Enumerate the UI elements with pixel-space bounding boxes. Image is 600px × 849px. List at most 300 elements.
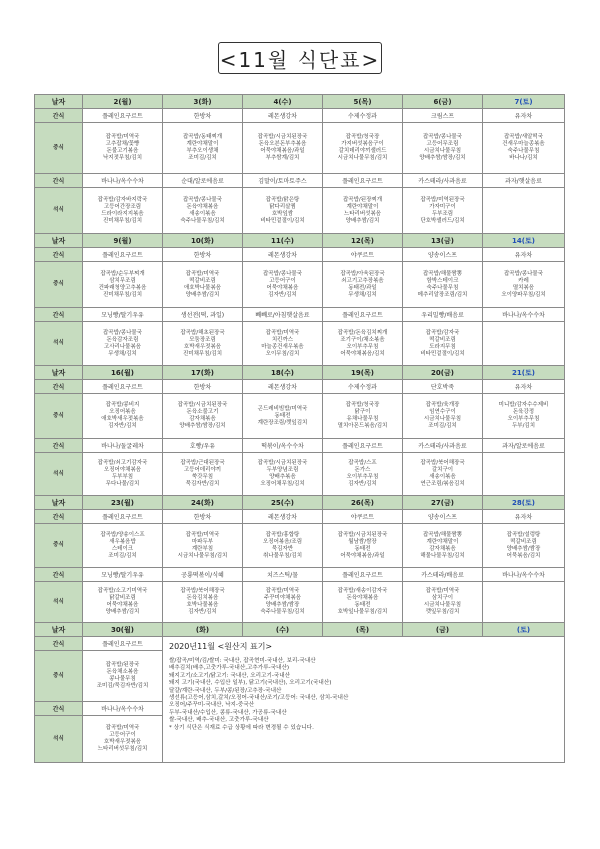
row-label-dinner <box>35 322 83 366</box>
snack-cell-text: 호빵/우유 <box>189 443 216 450</box>
row-label-date-text: 날자 <box>51 97 66 106</box>
lunch-cell <box>243 262 323 308</box>
dinner-row <box>35 453 565 496</box>
dinner-cell-text: 잡곡밥/해초된장국 모둠장조림 호박새우젓볶음 진미채무침/김치 <box>180 329 225 357</box>
row-label-snack-text: 간식 <box>52 178 65 185</box>
dinner-cell <box>83 453 163 496</box>
lunch-cell <box>83 524 163 568</box>
row-label-snack-text: 간식 <box>52 252 65 259</box>
day-header-text: 23(월) <box>111 498 134 507</box>
snack-cell-text: 공룡떡볶이/식혜 <box>181 572 224 579</box>
day-header <box>323 95 403 109</box>
dinner-cell-text: 잡곡밥/미역국 고등어구이 호박새우젓볶음 느타리버섯무침/김치 <box>97 725 148 752</box>
dinner-cell <box>403 582 483 623</box>
row-label-snack-text: 간식 <box>52 113 65 120</box>
dinner-cell-text: 잡곡밥/북어해장국 돈육김치볶음 호박나물볶음 김자반/김치 <box>180 588 225 615</box>
day-header <box>243 95 323 109</box>
dinner-cell-text: 잡곡밥/미역국 삼치구이 시금치나물무침 깻잎무침/김치 <box>423 588 462 615</box>
dinner-cell-text: 잡곡밥/근대된장국 고등어데리야끼 쑥갓무침 묵김자반/김치 <box>180 460 225 487</box>
dinner-cell <box>403 188 483 234</box>
row-label-snack-text: 간식 <box>52 312 65 319</box>
snack-cell <box>243 248 323 262</box>
snack-cell <box>163 174 243 188</box>
row-label-dinner-text: 석식 <box>53 735 64 742</box>
snack-cell <box>163 380 243 394</box>
snack-cell <box>323 308 403 322</box>
day-header <box>83 366 163 380</box>
snack-cell-text: 빼빼로/아침햇살음료 <box>255 312 310 319</box>
snack-cell <box>83 439 163 453</box>
row-label-lunch <box>35 123 83 174</box>
snack-am-row <box>35 109 565 123</box>
dinner-cell-text: 잡곡밥/맑은탕 닭다리살찜 호박잎쌈 비타민겉절이/김치 <box>260 196 305 224</box>
row-label-dinner <box>35 716 83 763</box>
snack-cell-text: 야쿠르트 <box>350 252 375 259</box>
row-label-snack-text: 간식 <box>52 706 65 713</box>
day-header-text: 5(목) <box>353 97 372 106</box>
snack-cell-text: 단호박죽 <box>430 384 455 391</box>
dinner-cell-text: 잡곡밥/된장찌개 계란야채말이 느타리버섯볶음 양배추쌈/김치 <box>342 196 383 224</box>
snack-cell-text: 떡볶이/옥수수차 <box>261 443 304 450</box>
day-header <box>83 95 163 109</box>
snack-cell <box>83 380 163 394</box>
snack-cell <box>483 174 565 188</box>
lunch-cell-text: 잡곡밥/순두부찌개 삼치무조림 건파래청양고추볶음 진미채무침/김치 <box>98 270 147 298</box>
row-label-snack <box>35 568 83 582</box>
lunch-cell-text: 잡곡밥/아욱된장국 쇠고기고추장볶음 동태전/과일 무생채/김치 <box>340 270 385 298</box>
snack-cell-text: 생선전(떡, 과일) <box>180 312 225 319</box>
date-row <box>35 623 565 637</box>
dinner-cell-text: 잡곡밥/콩나물국 돈육감자조림 고사리나물볶음 무생채/김치 <box>102 329 143 357</box>
day-header <box>483 234 565 248</box>
snack-cell <box>323 109 403 123</box>
lunch-cell-text: 잡곡밥/홍합탕 오징어볶음/조림 묵김자반 취나물무침/김치 <box>262 531 303 559</box>
dinner-row <box>35 188 565 234</box>
lunch-cell <box>323 262 403 308</box>
snack-cell-text: 김말이/토마토주스 <box>258 178 307 185</box>
snack-cell <box>403 109 483 123</box>
dinner-cell <box>483 322 565 366</box>
row-label-lunch <box>35 651 83 702</box>
dinner-cell-text: 잡곡밥/새송이감자국 돈육야채볶음 동태전 호박잎나물무침/김치 <box>337 588 388 615</box>
snack-cell <box>83 702 163 716</box>
lunch-cell-text: 잡곡밥/콩비지 오징어볶음 애호박새우젓볶음 김자반/김치 <box>101 402 144 429</box>
row-label-lunch-text: 중식 <box>53 542 64 548</box>
snack-am-row <box>35 248 565 262</box>
snack-cell <box>83 248 163 262</box>
lunch-cell-text: 잡곡밥/미역국 떡갈비조림 애호박나물볶음 양배추쌈/김치 <box>183 270 222 298</box>
snack-cell-text: 바나나/둘굴레차 <box>101 443 144 450</box>
day-header <box>403 623 483 637</box>
dinner-cell <box>323 582 403 623</box>
lunch-cell <box>483 394 565 439</box>
dinner-cell-text: 잡곡밥/돈육김치찌개 조기구이/채소볶음 오이부추무침 어묵야채볶음/김치 <box>337 329 388 357</box>
snack-cell-text: 레몬생강차 <box>268 252 297 259</box>
meal-plan-table <box>34 94 565 763</box>
snack-cell <box>483 109 565 123</box>
day-header-text: 9(월) <box>113 236 132 245</box>
day-header <box>243 366 323 380</box>
day-header <box>243 234 323 248</box>
snack-cell <box>483 568 565 582</box>
dinner-cell-text: 잡곡밥/스프 돈가스 오이부추무침 김자반/김치 <box>346 460 379 487</box>
snack-cell <box>483 248 565 262</box>
snack-cell <box>323 439 403 453</box>
snack-cell-text: 야쿠르트 <box>350 514 375 521</box>
snack-cell-text: 유자차 <box>514 514 533 521</box>
lunch-cell <box>83 262 163 308</box>
lunch-cell <box>83 651 163 702</box>
snack-cell <box>323 380 403 394</box>
lunch-cell-text: 잡곡밥/육개장 임연수구이 시금치나물무침 조미김/김치 <box>423 402 462 429</box>
lunch-cell-text: 잡곡밥/양송이스프 새우볶음밥 스테이크 조미김/김치 <box>100 531 145 559</box>
row-label-lunch <box>35 262 83 308</box>
snack-cell-text: 치즈스틱/물 <box>266 572 298 579</box>
snack-am-row <box>35 510 565 524</box>
row-label-dinner-text: 석식 <box>53 470 64 477</box>
lunch-cell <box>403 524 483 568</box>
dinner-cell <box>483 453 565 496</box>
dinner-cell <box>243 582 323 623</box>
snack-pm-row <box>35 439 565 453</box>
snack-cell-text: 카스테라/배음료 <box>421 572 464 579</box>
lunch-cell-text: 미니밥/감자수수제비 돈육강정 오이부추무침 두부/김치 <box>498 402 549 429</box>
lunch-cell <box>403 394 483 439</box>
snack-am-row <box>35 637 565 651</box>
dinner-cell <box>483 188 565 234</box>
day-header <box>163 234 243 248</box>
day-header-text: (수) <box>275 625 290 634</box>
snack-cell-text: 한방차 <box>193 514 212 521</box>
lunch-cell-text: 잡곡밥/청국장 닭구이 유채나물무침 멸치아몬드볶음/김치 <box>337 402 388 429</box>
row-label-dinner-text: 석식 <box>53 207 64 213</box>
dinner-cell-text: 잡곡밥/콩나물국 돈육야채볶음 새송이볶음 숙주나물무침/김치 <box>180 196 225 224</box>
snack-cell-text: 우리밀빵/배음료 <box>421 312 464 319</box>
snack-cell <box>323 568 403 582</box>
day-header-text: (금) <box>435 625 450 634</box>
lunch-cell-text: 잡곡밥/시금치된장국 월남쌈/쌈장 동태전 어묵야채볶음/과일 <box>337 531 388 559</box>
snack-cell-text: 플레인요구르트 <box>102 252 143 259</box>
day-header <box>403 95 483 109</box>
dinner-cell-text: 잡곡밥/북어해장국 갈치구이 새송이볶음 연근조림/볶음김치 <box>420 460 465 487</box>
row-label-snack <box>35 510 83 524</box>
date-row <box>35 95 565 109</box>
dinner-cell <box>163 582 243 623</box>
lunch-cell-text: 곤드레비빔밥/미역국 동태전 계란장조림/깻잎김치 <box>257 405 308 426</box>
row-label-snack <box>35 702 83 716</box>
snack-cell-text: 플레인요구르트 <box>342 178 383 185</box>
dinner-cell <box>483 582 565 623</box>
lunch-cell-text: 잡곡밥/해물짬뽕 함박스테이크 숙주나물무침 메추리알장조림/김치 <box>417 270 468 298</box>
row-label-lunch <box>35 524 83 568</box>
snack-cell <box>483 439 565 453</box>
snack-cell-text: 한방차 <box>193 384 212 391</box>
day-header-text: 16(월) <box>111 368 134 377</box>
snack-cell <box>403 568 483 582</box>
row-label-snack-text: 간식 <box>52 384 65 391</box>
dinner-cell <box>83 188 163 234</box>
day-header-text: 21(토) <box>512 368 535 377</box>
dinner-cell-text: 잡곡밥/감자바지락국 고등어간장조림 드라이라지지볶음 진미채무침/김치 <box>97 196 148 224</box>
snack-cell-text: 플레인요구르트 <box>342 572 383 579</box>
row-label-snack <box>35 308 83 322</box>
lunch-cell <box>403 262 483 308</box>
dinner-cell-text: 잡곡밥/미역된장국 가자미구이 두부조림 단호박샐러드/김치 <box>420 196 465 224</box>
dinner-cell <box>163 322 243 366</box>
day-header-text: 10(화) <box>191 236 214 245</box>
lunch-cell-text: 잡곡밥/미역국 고추잡채/꽃빵 돈불고기볶음 낙지젓무침/김치 <box>102 134 143 161</box>
row-label-date <box>35 95 83 109</box>
day-header-text: 14(토) <box>512 236 535 245</box>
snack-pm-row <box>35 568 565 582</box>
day-header <box>323 366 403 380</box>
snack-cell <box>163 109 243 123</box>
row-label-lunch <box>35 394 83 439</box>
snack-cell-text: 유자차 <box>514 252 533 259</box>
day-header-text: (화) <box>195 625 210 634</box>
snack-cell-text: 카스테라/사과음료 <box>418 178 467 185</box>
day-header-text: 30(월) <box>111 625 134 634</box>
dinner-cell <box>243 453 323 496</box>
day-header-text: 28(토) <box>512 498 535 507</box>
snack-cell-text: 유자차 <box>514 113 533 120</box>
day-header <box>243 623 323 637</box>
snack-cell <box>403 174 483 188</box>
dinner-cell <box>83 716 163 763</box>
snack-cell-text: 한방차 <box>193 113 212 120</box>
snack-cell <box>243 308 323 322</box>
lunch-row <box>35 123 565 174</box>
lunch-cell <box>243 123 323 174</box>
lunch-cell <box>323 524 403 568</box>
day-header <box>83 496 163 510</box>
day-header-text: 12(목) <box>351 236 374 245</box>
day-header <box>163 366 243 380</box>
dinner-cell <box>163 188 243 234</box>
row-label-date <box>35 623 83 637</box>
day-header <box>483 366 565 380</box>
dinner-cell <box>83 322 163 366</box>
dinner-row <box>35 582 565 623</box>
snack-cell <box>323 174 403 188</box>
snack-cell <box>403 308 483 322</box>
snack-cell-text: 플레인요구르트 <box>342 443 383 450</box>
snack-cell-text: 양송이스프 <box>428 514 457 521</box>
row-label-date-text: 날자 <box>51 368 66 377</box>
snack-cell <box>163 568 243 582</box>
day-header-text: 2(월) <box>113 97 132 106</box>
dinner-cell-text: 잡곡밥/소고기미역국 닭갈비조림 어묵야채볶음 양배추쌈/김치 <box>97 588 148 615</box>
day-header <box>83 234 163 248</box>
row-label-snack <box>35 248 83 262</box>
day-header-text: 26(목) <box>351 498 374 507</box>
dinner-cell <box>243 322 323 366</box>
snack-pm-row <box>35 308 565 322</box>
row-label-lunch-text: 중식 <box>53 672 64 679</box>
day-header <box>323 496 403 510</box>
row-label-lunch-text: 중식 <box>53 281 64 287</box>
lunch-cell <box>163 123 243 174</box>
day-header-text: 7(토) <box>514 97 533 106</box>
day-header <box>163 95 243 109</box>
snack-cell <box>403 380 483 394</box>
snack-cell-text: 바나나/옥수수차 <box>502 572 545 579</box>
snack-cell <box>323 248 403 262</box>
day-header-text: 25(수) <box>271 498 294 507</box>
day-header-text: 24(화) <box>191 498 214 507</box>
row-label-snack <box>35 439 83 453</box>
row-label-snack-text: 간식 <box>52 514 65 521</box>
lunch-row <box>35 262 565 308</box>
lunch-cell <box>83 394 163 439</box>
day-header <box>163 496 243 510</box>
day-header-text: 4(수) <box>273 97 292 106</box>
day-header <box>483 95 565 109</box>
snack-cell <box>83 510 163 524</box>
snack-cell-text: 레몬생강차 <box>268 384 297 391</box>
dinner-cell <box>83 582 163 623</box>
snack-cell-text: 유자차 <box>514 384 533 391</box>
snack-cell-text: 한방차 <box>193 252 212 259</box>
lunch-cell <box>323 394 403 439</box>
row-label-dinner-text: 석식 <box>53 598 64 605</box>
lunch-cell-text: 잡곡밥/해물짬뽕 계란야채말이 감자채볶음 해물나물무침/김치 <box>420 531 465 559</box>
lunch-cell <box>163 524 243 568</box>
day-header <box>83 623 163 637</box>
day-header-text: 6(금) <box>433 97 452 106</box>
snack-cell <box>243 439 323 453</box>
day-header-text: 11(수) <box>271 236 294 245</box>
lunch-cell <box>83 123 163 174</box>
dinner-cell-text: 잡곡밥/미역국 치킨까스 마늘종건새우볶음 오이무침/김치 <box>261 329 304 357</box>
date-row <box>35 234 565 248</box>
page-title: <11월 식단표> <box>218 42 382 74</box>
snack-cell <box>83 109 163 123</box>
snack-cell-text: 플레인요구르트 <box>342 312 383 319</box>
day-header-text: (토) <box>516 625 531 634</box>
snack-cell-text: 플레인요구르트 <box>102 514 143 521</box>
snack-cell-text: 모닝빵/딸기우유 <box>101 572 144 579</box>
dinner-cell <box>403 322 483 366</box>
dinner-cell <box>323 322 403 366</box>
row-label-dinner <box>35 453 83 496</box>
snack-cell <box>83 174 163 188</box>
row-label-snack <box>35 380 83 394</box>
day-header <box>483 496 565 510</box>
snack-am-row <box>35 380 565 394</box>
dinner-cell-text: 잡곡밥/미역국 주꾸미야채볶음 양배추쌈/쌈장 숙주나물무침/김치 <box>260 588 305 615</box>
lunch-cell-text: 잡곡밥/미역국 마파두부 계란부침 시금치나물무침/김치 <box>177 531 228 559</box>
snack-cell-text: 카스테라/사과음료 <box>418 443 467 450</box>
snack-cell <box>403 439 483 453</box>
row-label-snack <box>35 174 83 188</box>
lunch-cell <box>163 394 243 439</box>
snack-cell-text: 순대/알로에음료 <box>181 178 224 185</box>
lunch-cell <box>243 394 323 439</box>
day-header-text: 3(화) <box>193 97 212 106</box>
dinner-cell <box>163 453 243 496</box>
day-header-text: 20(금) <box>431 368 454 377</box>
snack-cell <box>483 380 565 394</box>
snack-cell <box>483 308 565 322</box>
dinner-cell <box>323 188 403 234</box>
day-header-text: 27(금) <box>431 498 454 507</box>
snack-cell-text: 바나나/옥수수차 <box>101 706 144 713</box>
snack-cell <box>403 510 483 524</box>
snack-pm-row <box>35 174 565 188</box>
day-header <box>163 623 243 637</box>
origin-notice-text: 쌀/잡곡/미역/김/쌀미: 국내산, 잡곡현미-국내산, 보리-국내산 배추김치(배추,고춧가루-국내산,고추가루-국내산) 돼지고기/소고기/닭고기: 국내산, 오리고기-국내산 돼지 고기(국내산, 수입산 일부), 닭고기(국내산), 오리고기(국내산) 달걀/계란-국내산, 두부/콩/된장/고추장-국내산 생선류(고등어,삼치,갈치/오징어-국내산/조기/고등어: 국내산, 삼치-국내산 오징어/주꾸미-국내산, 낙지-중국산 두부-국내산/수입산, 콩류-국내산, 가공류-국내산 쌀-국내산, 배추-국내산, 고춧가루-국내산 * 상기 식단은 식재료 수급 상황에 따라 변경될 수 있습니다. <box>169 658 349 731</box>
lunch-row <box>35 524 565 568</box>
day-header <box>323 623 403 637</box>
day-header-text: 18(수) <box>271 368 294 377</box>
row-label-lunch-text: 중식 <box>53 412 64 419</box>
snack-cell-text: 플레인요구르트 <box>102 113 143 120</box>
day-header <box>403 496 483 510</box>
snack-cell-text: 바나나/옥수수차 <box>502 312 545 319</box>
snack-cell-text: 플레인요구르트 <box>102 641 143 648</box>
day-header <box>403 366 483 380</box>
lunch-cell-text: 잡곡밥/시금치된장국 돈육소불고기 감자채볶음 양배추쌈/쌈장/김치 <box>177 402 228 429</box>
snack-cell-text: 과자/햇살음료 <box>505 178 542 185</box>
snack-cell-text: 과자/알로에음료 <box>502 443 545 450</box>
day-header <box>483 623 565 637</box>
row-label-snack-text: 간식 <box>52 572 65 579</box>
lunch-cell <box>243 524 323 568</box>
dinner-row <box>35 322 565 366</box>
row-label-snack-text: 간식 <box>52 641 65 648</box>
date-row <box>35 366 565 380</box>
row-label-snack-text: 간식 <box>52 443 65 450</box>
dinner-cell-text: 잡곡밥/감자국 떡갈비조림 도라지무침 비타민겉절이/김치 <box>420 329 465 357</box>
dinner-cell-text: 잡곡밥/시금치된장국 두부양념조림 양배추볶음 오징어채무침/김치 <box>257 460 308 487</box>
lunch-cell-text: 잡곡밥/설렁탕 떡갈비조림 양배추쌈/쌈장 어묵볶음/김치 <box>506 531 541 559</box>
origin-notice-title: 2020년11월 <원산지 표기> <box>169 642 273 651</box>
day-header <box>323 234 403 248</box>
lunch-cell-text: 잡곡밥/청국장 가지버섯볶음구이 갈치데리야끼샐러드 시금치나물무침/김치 <box>337 134 388 161</box>
row-label-date-text: 날자 <box>51 498 66 507</box>
row-label-date <box>35 234 83 248</box>
row-label-snack <box>35 637 83 651</box>
lunch-row <box>35 394 565 439</box>
lunch-cell-text: 잡곡밥/된장국 돈육채소볶음 콩나물무침 조미김/묵김자반/김치 <box>96 662 149 689</box>
lunch-cell-text: 잡곡밥/콩나물국 고등어구이 어묵야채볶음 김자반/김치 <box>262 270 303 298</box>
lunch-cell-text: 잡곡밥/콩나물국 고등어무조림 시금치나물무침 양배추쌈/쌈장/김치 <box>419 134 466 161</box>
snack-cell <box>483 510 565 524</box>
snack-cell-text: 양송이스프 <box>428 252 457 259</box>
snack-cell-text: 수제수정과 <box>348 113 377 120</box>
lunch-cell <box>323 123 403 174</box>
snack-cell-text: 수제수정과 <box>348 384 377 391</box>
snack-cell <box>243 568 323 582</box>
origin-notice <box>163 637 565 763</box>
lunch-cell <box>163 262 243 308</box>
snack-cell-text: 크림스프 <box>430 113 455 120</box>
day-header-text: 19(목) <box>351 368 374 377</box>
snack-cell <box>83 637 163 651</box>
row-label-snack <box>35 109 83 123</box>
day-header <box>403 234 483 248</box>
lunch-cell-text: 잡곡밥/콩나물국 카레 멸치볶음 오이양파무침/김치 <box>501 270 546 298</box>
snack-cell <box>403 248 483 262</box>
lunch-cell <box>483 123 565 174</box>
row-label-dinner-text: 석식 <box>53 340 64 346</box>
snack-cell-text: 모닝빵/딸기우유 <box>101 312 144 319</box>
lunch-cell-text: 잡곡밥/새알떡국 건새우마늘종볶음 숙주나물무침 바나나/김치 <box>502 134 545 161</box>
snack-cell-text: 플레인요구르트 <box>102 384 143 391</box>
snack-cell-text: 레몬생강차 <box>268 113 297 120</box>
row-label-dinner <box>35 188 83 234</box>
